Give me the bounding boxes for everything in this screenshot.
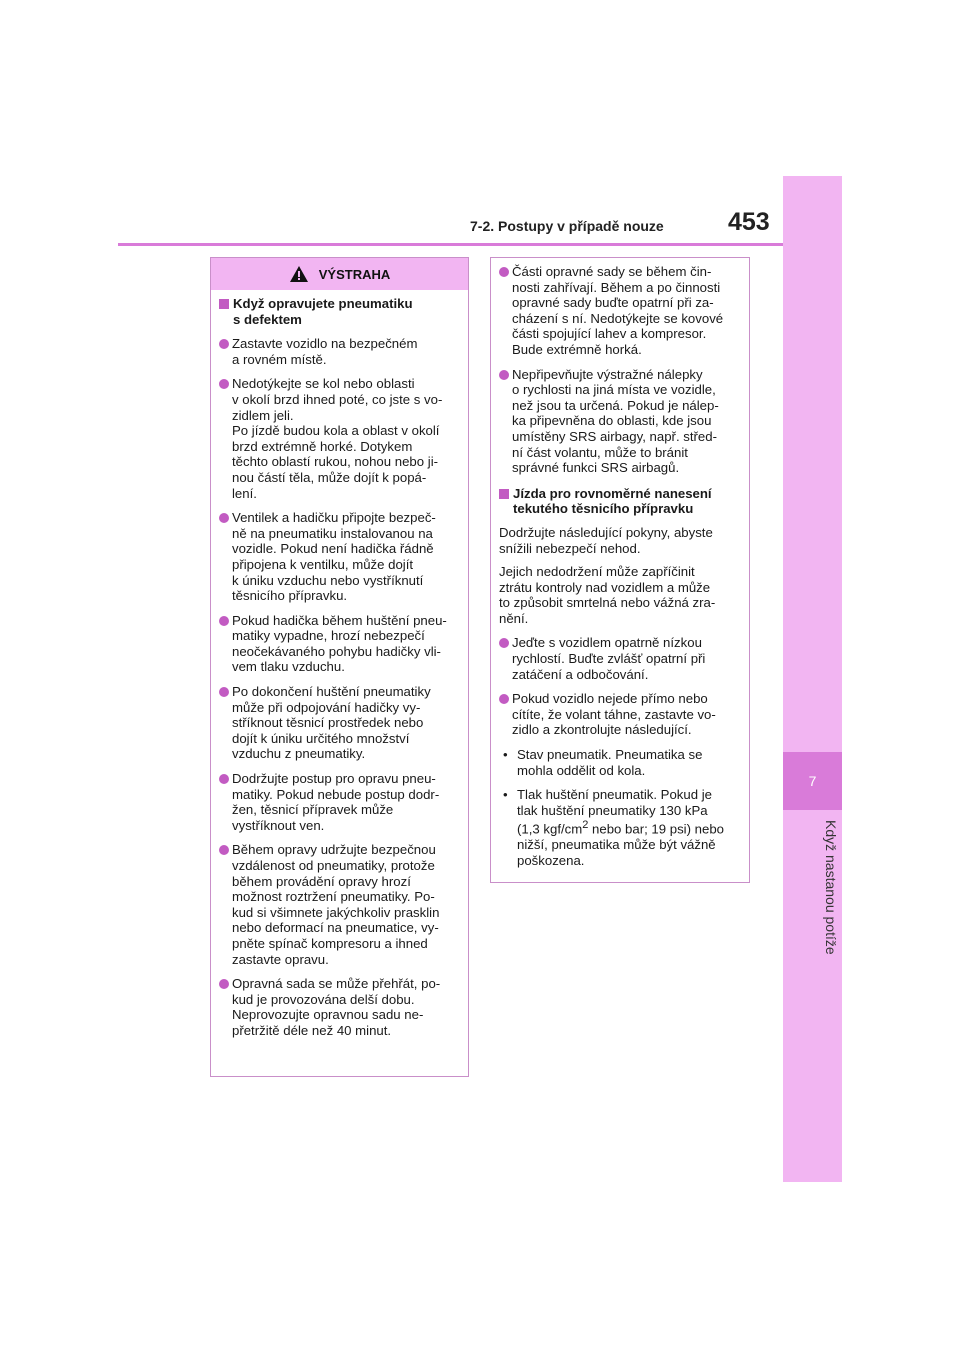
superscript: 2: [582, 819, 589, 832]
driving-heading: Jízda pro rovnoměrné nanesení tekutého těsnicího přípravku: [499, 486, 741, 517]
sub-list-item: • Tlak huštění pneumatik. Pokud je tlak huštění pneumatiky 130 kPa (1,3 kgf/$cm^2$ nebo bar; 19 psi) nebo nižší, pneumatika může být vážně poškozena.: [499, 787, 741, 868]
list-item: Během opravy udržujte bezpečnou vzdálenost od pneumatiky, protože během provádění opravy hrozí možnost roztržení pneumatiky. Po- kud si všimnete jakýchkoliv prasklin nebo deformací na pneumatice, vy- pněte spínač kompresoru a ihned zastavte opravu.: [219, 842, 460, 967]
bullet-dot-icon: [219, 379, 229, 389]
bullet-mark: •: [503, 787, 508, 803]
bullet-dot-icon: [219, 687, 229, 697]
bullet-dot-icon: [219, 513, 229, 523]
bullet-dot-icon: [499, 267, 509, 277]
paragraph: Dodržujte následující pokyny, abyste snížili nebezpečí nehod.: [499, 524, 713, 556]
paragraph: Jejich nedodržení může zapříčinit ztrátu kontroly nad vozidlem a může to způsobit smrtelná nebo vážná zra- nění.: [499, 564, 716, 626]
chapter-label: Když nastanou potíže: [823, 820, 839, 955]
bullet-dot-icon: [219, 979, 229, 989]
warning-label: VÝSTRAHA: [318, 266, 391, 282]
bullet-dot-icon: [499, 638, 509, 648]
bullet-dot-icon: [219, 845, 229, 855]
list-item: Pokud hadička během huštění pneu- matiky vypadne, hrozí nebezpečí neočekávaného pohybu hadičky vli- vem tlaku vzduchu.: [219, 613, 460, 675]
bullet-dot-icon: [219, 339, 229, 349]
list-item: Nedotýkejte se kol nebo oblasti v okolí brzd ihned poté, co jste s vo- zidlem jeli. Po jízdě budou kola a oblast v okolí brzd extrémně horké. Dotykem těchto oblastí rukou, nohou nebo ji- nou částí těla, může dojít k popá- lení.: [219, 376, 460, 501]
section-title: 7-2. Postupy v případě nouze: [470, 218, 664, 234]
chapter-side-tab: [783, 176, 842, 1182]
list-item: Pokud vozidlo nejede přímo nebo cítíte, že volant táhne, zastavte vo- zidlo a zkontrolujte následující.: [499, 691, 741, 738]
square-bullet-icon: [499, 489, 509, 499]
list-item: Opravná sada se může přehřát, po- kud je provozována delší dobu. Neprovozujte opravnou sadu ne- přetržitě déle než 40 minut.: [219, 976, 460, 1038]
bullet-dot-icon: [219, 774, 229, 784]
warning-box-right: [490, 257, 750, 883]
list-item: Nepřipevňujte výstražné nálepky o rychlosti na jiná místa ve vozidle, než jsou ta určená. Pokud je nálep- ka připevněna do oblasti, kde jsou umístěny SRS airbagy, např. střed- ní část volantu, může to bránit správné funkci SRS airbagů.: [499, 367, 741, 476]
sub-list-item: • Stav pneumatik. Pneumatika se mohla oddělit od kola.: [499, 747, 741, 778]
bullet-dot-icon: [499, 370, 509, 380]
warning-heading: [219, 296, 460, 327]
list-item: Po dokončení huštění pneumatiky může při odpojování hadičky vy- stříknout těsnicí prostředek nebo dojít k úniku určitého množství vzduchu z pneumatiky.: [219, 684, 460, 762]
bullet-dot-icon: [219, 616, 229, 626]
list-item: Zastavte vozidlo na bezpečném a rovném místě.: [219, 336, 460, 367]
list-item: Jeďte s vozidlem opatrně nízkou rychlostí. Buďte zvlášť opatrní při zatáčení a odbočování.: [499, 635, 741, 682]
warning-box-left: [210, 257, 469, 1077]
square-bullet-icon: [219, 299, 229, 309]
heading-text: Když opravujete pneumatiku s defektem: [233, 296, 413, 327]
chapter-number: 7: [783, 752, 842, 810]
list-item: Ventilek a hadičku připojte bezpeč- ně na pneumatiku instalovanou na vozidle. Pokud není hadička řádně připojena k ventilku, může dojít k úniku vzduchu nebo vystříknutí těsnicího přípravku.: [219, 510, 460, 604]
warning-header: [211, 258, 468, 290]
bullet-mark: •: [503, 747, 508, 763]
header-divider: [118, 243, 783, 246]
list-item: Části opravné sady se během čin- nosti zahřívají. Během a po činnosti opravné sady buďte opatrní při za- cházení s ní. Nedotýkejte se kovové části spojující lahev a kompresor. Bude extrémně horká.: [499, 264, 741, 358]
page-number: 453: [728, 208, 770, 236]
list-item: Dodržujte postup pro opravu pneu- matiky. Pokud nebude postup dodr- žen, těsnicí přípravek může vystříknout ven.: [219, 771, 460, 833]
warning-triangle-icon: [289, 265, 309, 283]
bullet-dot-icon: [499, 694, 509, 704]
